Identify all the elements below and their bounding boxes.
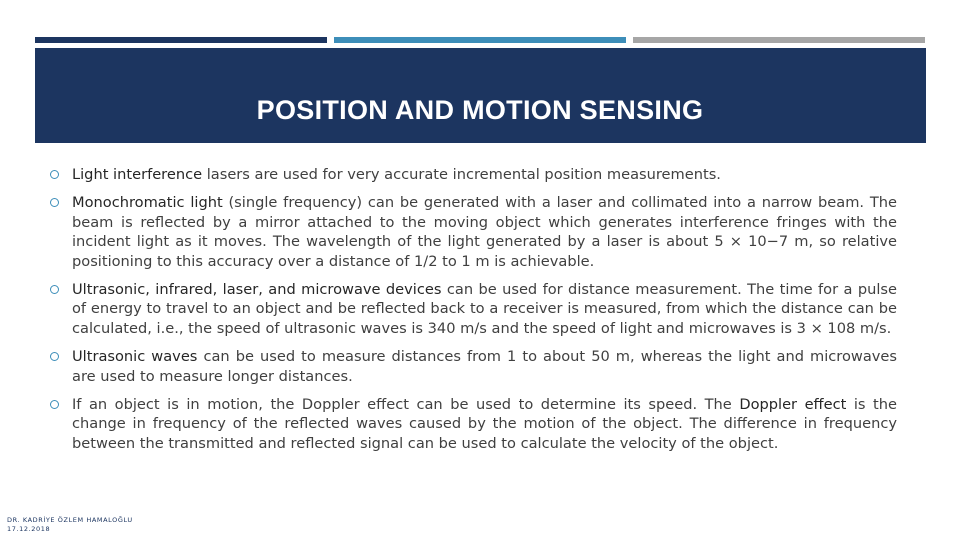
bullet-text-lead: If an object is in motion, the Doppler effect can be used to determine its speed. The bbox=[72, 396, 740, 414]
bullet-item bbox=[50, 280, 897, 338]
footer bbox=[7, 516, 133, 533]
bullet-term: Ultrasonic, infrared, laser, and microwave devices bbox=[72, 281, 442, 299]
circle-bullet-icon bbox=[50, 352, 59, 361]
bullet-term: Ultrasonic waves bbox=[72, 348, 198, 366]
bullet-text: can be used for distance measurement. The time for a pulse of energy to travel to an object and be reflected back to a receiver is measured, from which the distance can be calculated, i.e., the speed of ultrasonic waves is 340 m/s and the speed of light and microwaves is 3 × 108 m/s. bbox=[72, 281, 898, 337]
bullet-text: lasers are used for very accurate incremental position measurements. bbox=[202, 166, 721, 183]
bullet-item bbox=[50, 193, 897, 271]
bullet-list bbox=[50, 165, 897, 462]
bullet-text: is the change in frequency of the reflected waves caused by the motion of the object. The difference in frequency between the transmitted and reflected signal can be used to calculate the velocity of the object. bbox=[72, 396, 898, 452]
bullet-text: (single frequency) can be generated with a laser and collimated into a narrow beam. The beam is reflected by a mirror attached to the moving object which generates interference fringes with the incident light as it moves. The wavelength of the light generated by a laser is about 5 × 10−7 m, so relative positioning to this accuracy over a distance of 1/2 to 1 m is achievable. bbox=[72, 194, 897, 270]
footer-author: DR. KADRİYE ÖZLEM HAMALOĞLU bbox=[7, 516, 133, 524]
accent-bar-gray bbox=[633, 37, 925, 43]
slide-title: POSITION AND MOTION SENSING bbox=[256, 95, 704, 125]
bullet-item bbox=[50, 395, 897, 453]
bullet-term: Monochromatic light bbox=[72, 194, 223, 212]
accent-bar-navy bbox=[35, 37, 327, 43]
circle-bullet-icon bbox=[50, 285, 59, 294]
accent-bar-blue bbox=[334, 37, 626, 43]
circle-bullet-icon bbox=[50, 400, 59, 409]
footer-date: 17.12.2018 bbox=[7, 524, 51, 533]
bullet-item bbox=[50, 347, 897, 386]
bullet-item bbox=[50, 165, 897, 184]
bullet-term: Doppler effect bbox=[739, 396, 847, 414]
bullet-text: can be used to measure distances from 1 to about 50 m, whereas the light and microwaves are used to measure longer distances. bbox=[72, 348, 897, 385]
circle-bullet-icon bbox=[50, 198, 59, 207]
bullet-term: Light interference bbox=[72, 166, 203, 183]
circle-bullet-icon bbox=[50, 170, 59, 179]
